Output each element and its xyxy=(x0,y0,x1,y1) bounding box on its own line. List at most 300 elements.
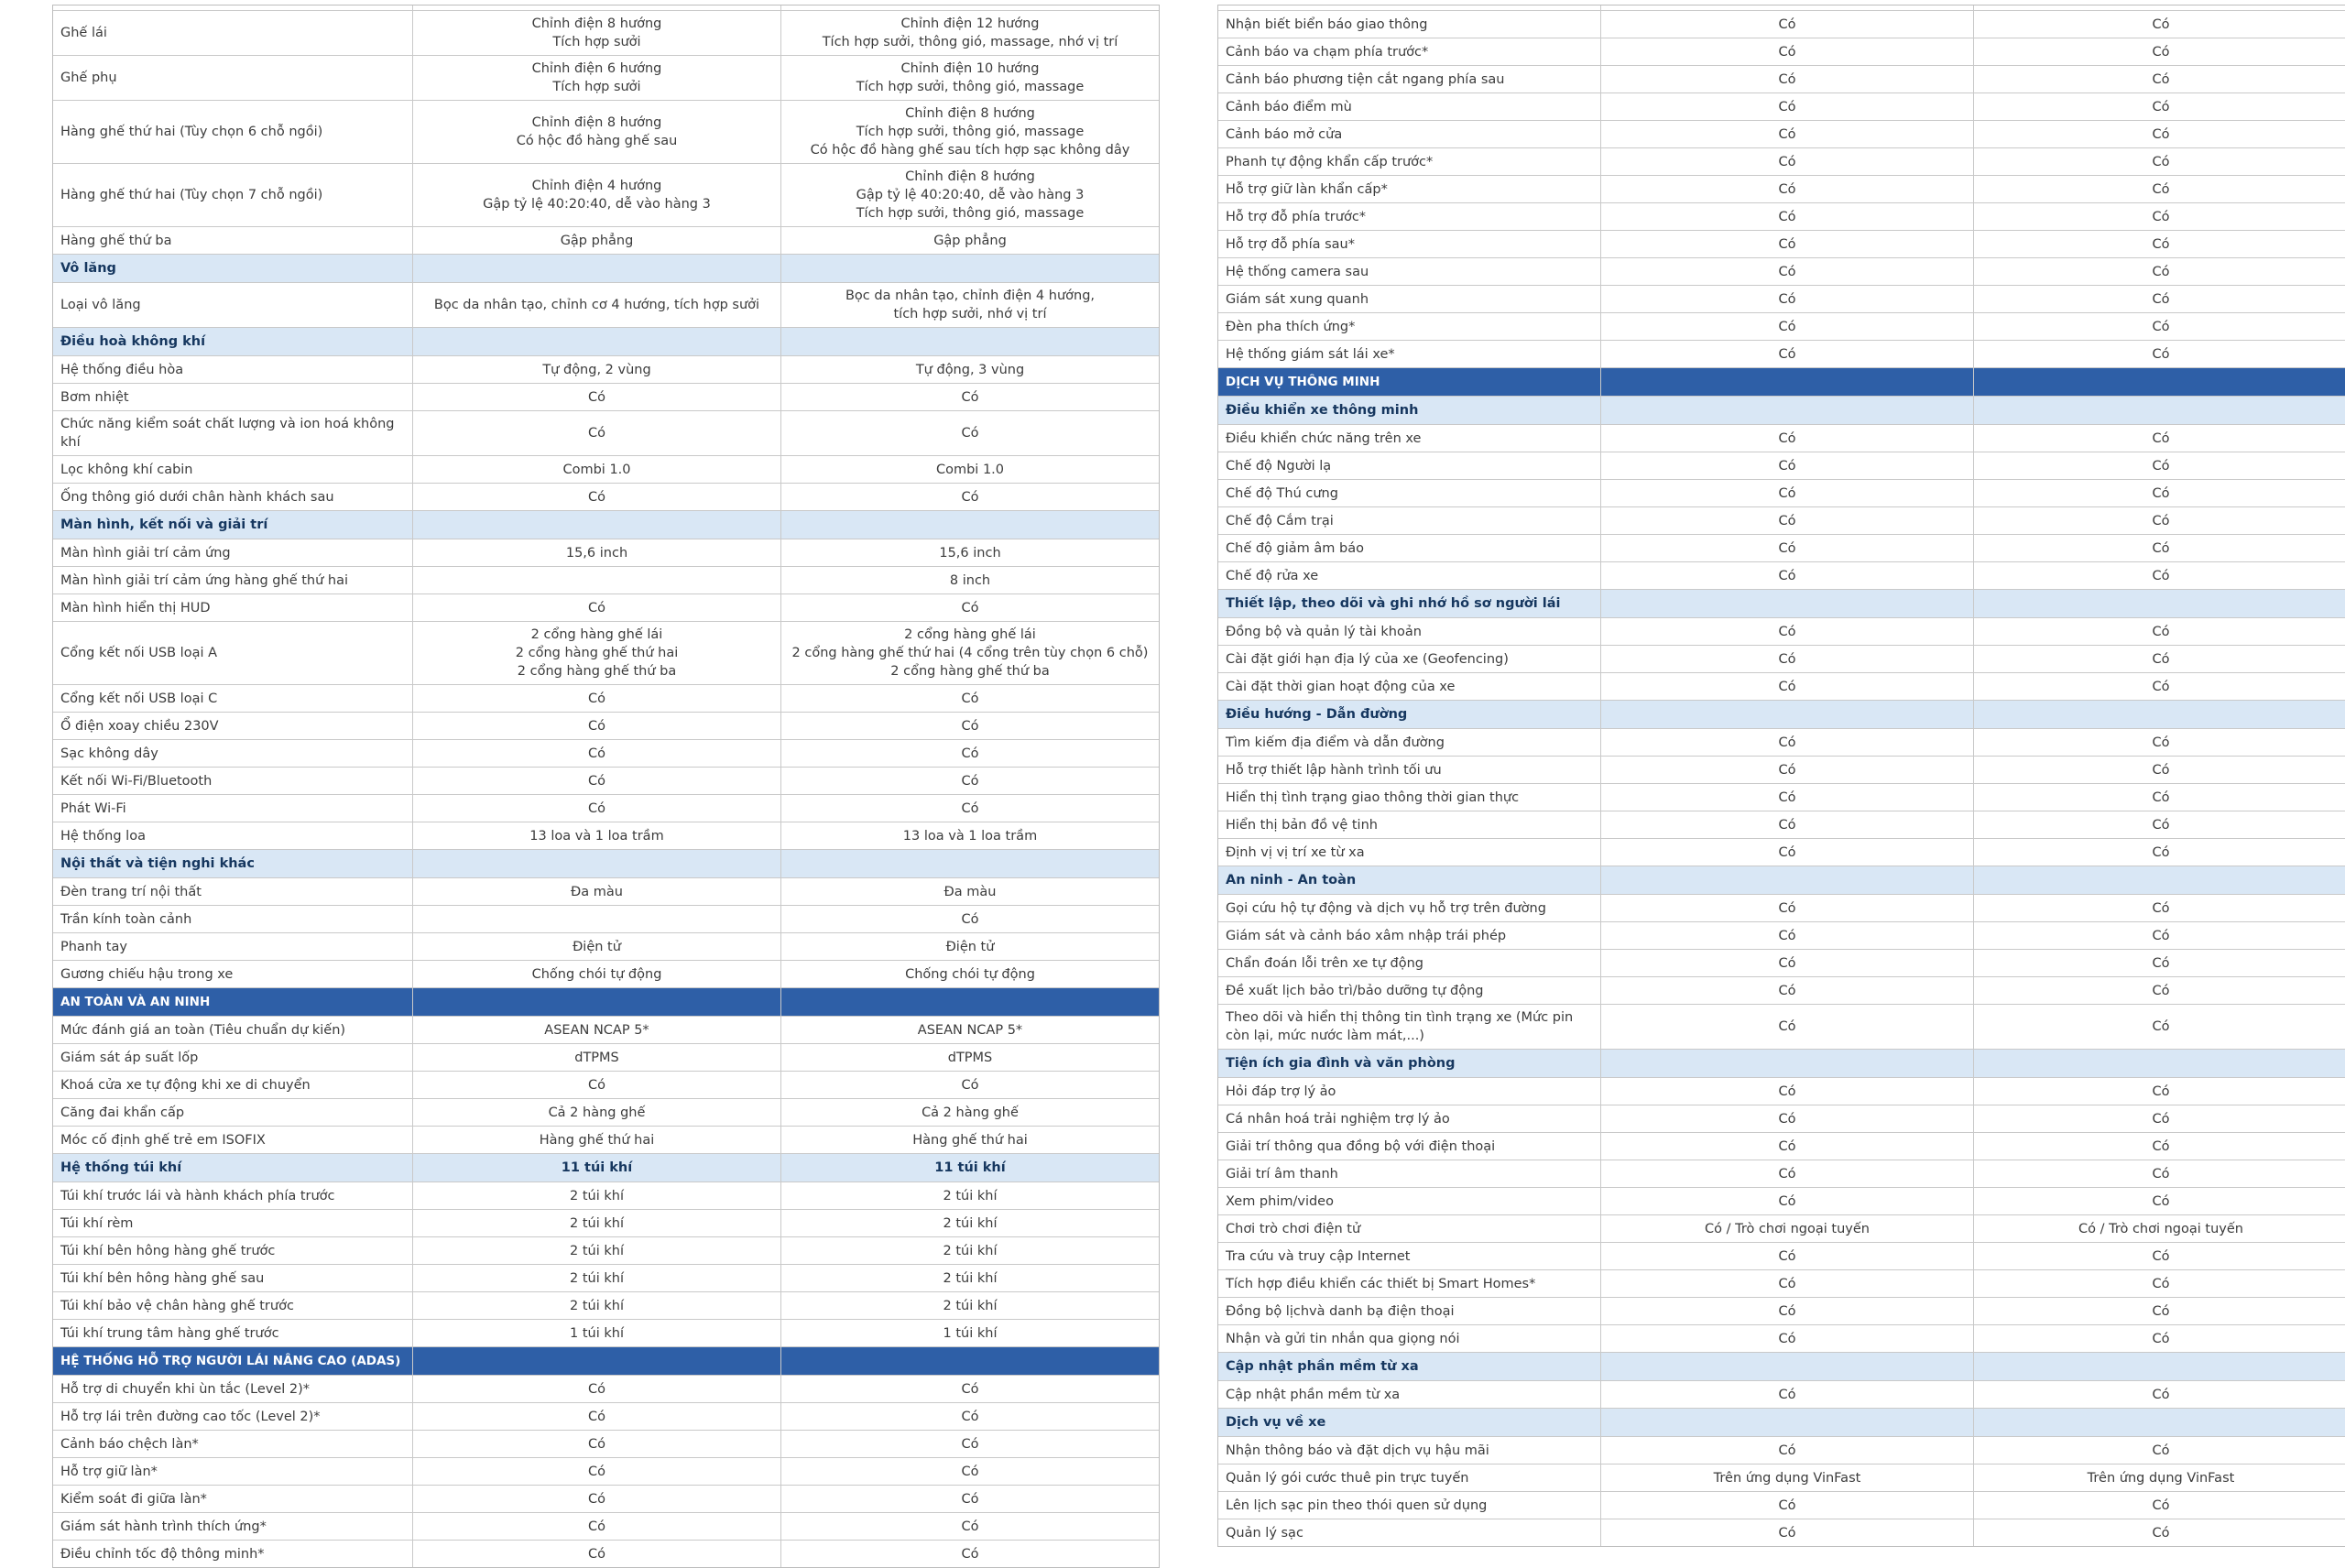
value-line: Có hộc đồ hàng ghế sau xyxy=(516,134,678,148)
table-row xyxy=(53,822,1159,850)
feature-name: Kiểm soát đi giữa làn* xyxy=(53,1486,413,1512)
value-line: Có xyxy=(2152,1387,2170,1402)
feature-value-col2 xyxy=(1974,922,2345,949)
value-line: Có xyxy=(2152,955,2170,971)
value-line: Có xyxy=(588,1381,605,1397)
value-line: 13 loa và 1 loa trầm xyxy=(529,828,664,844)
value-line: Có xyxy=(961,389,979,405)
table-row xyxy=(53,1072,1159,1099)
section-row-light xyxy=(1218,866,2345,895)
feature-name: Nhận và gửi tin nhắn qua giọng nói xyxy=(1218,1325,1601,1352)
feature-value-col2 xyxy=(781,1237,1159,1264)
value-line: Có xyxy=(961,600,979,615)
feature-value-col1 xyxy=(1601,673,1974,700)
feature-value-col2 xyxy=(1974,729,2345,756)
value-line: Gập tỷ lệ 40:20:40, dễ vào hàng 3 xyxy=(483,197,711,212)
feature-name: Nhận thông báo và đặt dịch vụ hậu mãi xyxy=(1218,1437,1601,1464)
value-line: Có xyxy=(588,718,605,734)
feature-value-col2 xyxy=(781,1127,1159,1153)
feature-value-col2 xyxy=(781,1017,1159,1043)
table-row xyxy=(53,1127,1159,1154)
feature-value-col1 xyxy=(413,961,781,987)
value-line: Có xyxy=(1778,928,1796,943)
feature-value-col1 xyxy=(1601,1050,1974,1077)
value-line: Có xyxy=(2152,1525,2170,1541)
feature-value-col1 xyxy=(1601,701,1974,728)
feature-name: Đèn pha thích ứng* xyxy=(1218,313,1601,340)
feature-value-col1 xyxy=(1601,1078,1974,1105)
feature-value-col1 xyxy=(413,1265,781,1291)
value-line: Có xyxy=(2152,762,2170,778)
feature-value-col2 xyxy=(1974,1437,2345,1464)
cutoff-cell xyxy=(1218,5,1601,10)
value-line: Tích hợp sưởi xyxy=(552,80,641,94)
value-line: Có xyxy=(961,1381,979,1397)
value-line: Có xyxy=(961,1409,979,1424)
feature-value-col2 xyxy=(1974,1465,2345,1491)
feature-name: Lên lịch sạc pin theo thói quen sử dụng xyxy=(1218,1492,1601,1519)
value-line: Có xyxy=(1778,1387,1796,1402)
feature-value-col1 xyxy=(413,567,781,593)
value-line: Có xyxy=(2152,1111,2170,1127)
table-row xyxy=(1218,839,2345,866)
table-row xyxy=(53,1099,1159,1127)
value-line: Có xyxy=(2152,513,2170,528)
cutoff-cell xyxy=(413,5,781,10)
table-row xyxy=(1218,1492,2345,1519)
section-row-light xyxy=(53,1154,1159,1182)
feature-value-col1 xyxy=(413,713,781,739)
table-row xyxy=(1218,922,2345,950)
table-row xyxy=(1218,1298,2345,1325)
section-row-dark xyxy=(53,988,1159,1017)
table-row xyxy=(53,456,1159,484)
feature-value-col2 xyxy=(1974,38,2345,65)
feature-value-col1 xyxy=(413,1017,781,1043)
section-title: Hệ thống túi khí xyxy=(53,1154,413,1181)
value-line: Có xyxy=(588,489,605,505)
section-row-light xyxy=(53,511,1159,539)
value-line: Có xyxy=(2152,844,2170,860)
feature-value-col1 xyxy=(1601,1270,1974,1297)
table-row xyxy=(53,622,1159,685)
feature-value-col2 xyxy=(1974,341,2345,367)
value-line: 2 cổng hàng ghế thứ ba xyxy=(890,664,1050,679)
value-line: Có xyxy=(1778,844,1796,860)
feature-name: Căng đai khẩn cấp xyxy=(53,1099,413,1126)
feature-value-col2 xyxy=(1974,811,2345,838)
feature-name: Điều chỉnh tốc độ thông minh* xyxy=(53,1541,413,1567)
table-row xyxy=(53,1486,1159,1513)
value-line: Có xyxy=(2152,928,2170,943)
value-line: Có xyxy=(961,691,979,706)
value-line: 2 cổng hàng ghế thứ hai (4 cổng trên tùy chọn 6 chỗ) xyxy=(791,646,1149,660)
table-row xyxy=(1218,1381,2345,1409)
table-row xyxy=(1218,673,2345,701)
table-row xyxy=(1218,1270,2345,1298)
feature-value-col2 xyxy=(1974,1519,2345,1546)
feature-value-col2 xyxy=(1974,452,2345,479)
feature-value-col1 xyxy=(413,1210,781,1236)
feature-name: Trần kính toàn cảnh xyxy=(53,906,413,932)
value-line: Chỉnh điện 6 hướng xyxy=(531,61,662,76)
feature-name: Chế độ Thú cưng xyxy=(1218,480,1601,506)
feature-name: Cảnh báo va chạm phía trước* xyxy=(1218,38,1601,65)
value-line: 2 túi khí xyxy=(570,1243,624,1258)
value-line: Có xyxy=(2152,264,2170,279)
feature-value-col1 xyxy=(413,227,781,254)
feature-value-col2 xyxy=(781,1044,1159,1071)
value-line: Có xyxy=(2152,319,2170,334)
value-line: Có xyxy=(2152,1497,2170,1513)
table-row xyxy=(1218,895,2345,922)
value-line: Điện tử xyxy=(573,939,621,954)
feature-value-col2 xyxy=(781,1486,1159,1512)
feature-value-col2 xyxy=(1974,93,2345,120)
feature-value-col1 xyxy=(413,1044,781,1071)
feature-value-col1 xyxy=(1601,1519,1974,1546)
section-title: Dịch vụ về xe xyxy=(1218,1409,1601,1436)
value-line: Có xyxy=(1778,1276,1796,1291)
feature-name: Chơi trò chơi điện tử xyxy=(1218,1215,1601,1242)
value-line: Có xyxy=(2152,1083,2170,1099)
value-line: Có xyxy=(588,1491,605,1507)
feature-name: Cài đặt giới hạn địa lý của xe (Geofencing) xyxy=(1218,646,1601,672)
feature-value-col1 xyxy=(413,822,781,849)
value-line: Có xyxy=(1778,458,1796,474)
feature-name: Quản lý sạc xyxy=(1218,1519,1601,1546)
feature-value-col2 xyxy=(1974,977,2345,1004)
feature-name: Túi khí rèm xyxy=(53,1210,413,1236)
cutoff-cell xyxy=(1974,5,2345,10)
section-title: AN TOÀN VÀ AN NINH xyxy=(53,988,413,1016)
table-row xyxy=(53,411,1159,456)
feature-value-col1 xyxy=(413,255,781,282)
feature-name: Hỗ trợ đỗ phía sau* xyxy=(1218,231,1601,257)
feature-value-col2 xyxy=(1974,618,2345,645)
feature-name: Hệ thống giám sát lái xe* xyxy=(1218,341,1601,367)
table-row xyxy=(1218,231,2345,258)
feature-value-col2 xyxy=(781,1154,1159,1181)
feature-value-col1 xyxy=(413,484,781,510)
table-row xyxy=(1218,562,2345,590)
feature-value-col1 xyxy=(1601,507,1974,534)
feature-value-col1 xyxy=(1601,1409,1974,1436)
feature-value-col2 xyxy=(781,511,1159,539)
table-row xyxy=(53,768,1159,795)
feature-value-col1 xyxy=(1601,452,1974,479)
feature-name: Giám sát áp suất lốp xyxy=(53,1044,413,1071)
feature-value-col1 xyxy=(1601,425,1974,452)
feature-value-col1 xyxy=(413,1320,781,1346)
feature-value-col2 xyxy=(1974,397,2345,424)
value-line: Có xyxy=(2152,1019,2170,1034)
section-row-light xyxy=(53,255,1159,283)
feature-value-col1 xyxy=(1601,646,1974,672)
table-row xyxy=(1218,313,2345,341)
feature-value-col1 xyxy=(413,356,781,383)
value-line: Có xyxy=(588,691,605,706)
section-row-light xyxy=(1218,590,2345,618)
value-line: Combi 1.0 xyxy=(562,462,631,477)
feature-value-col1 xyxy=(413,11,781,55)
section-title: Thiết lập, theo dõi và ghi nhớ hồ sơ người lái xyxy=(1218,590,1601,617)
value-line: Có xyxy=(961,426,979,441)
value-line: Có xyxy=(2152,1303,2170,1319)
feature-name: Lọc không khí cabin xyxy=(53,456,413,483)
feature-name: Kết nối Wi-Fi/Bluetooth xyxy=(53,768,413,794)
feature-value-col1 xyxy=(1601,203,1974,230)
value-line: Có xyxy=(1778,789,1796,805)
feature-value-col1 xyxy=(1601,950,1974,976)
value-line: 2 túi khí xyxy=(943,1270,998,1286)
value-line: Có xyxy=(2152,1276,2170,1291)
feature-name: Giám sát xung quanh xyxy=(1218,286,1601,312)
feature-name: Hàng ghế thứ ba xyxy=(53,227,413,254)
table-row xyxy=(53,1458,1159,1486)
feature-value-col2 xyxy=(781,1072,1159,1098)
table-row xyxy=(1218,1465,2345,1492)
feature-name: Tích hợp điều khiển các thiết bị Smart Homes* xyxy=(1218,1270,1601,1297)
feature-name: Cảnh báo mở cửa xyxy=(1218,121,1601,147)
value-line: Có xyxy=(2152,430,2170,446)
feature-value-col1 xyxy=(413,164,781,226)
feature-name: Hỗ trợ thiết lập hành trình tối ưu xyxy=(1218,757,1601,783)
feature-value-col1 xyxy=(413,933,781,960)
feature-value-col1 xyxy=(413,283,781,327)
value-line: Chỉnh điện 8 hướng xyxy=(531,115,662,130)
feature-value-col2 xyxy=(781,411,1159,455)
value-line: Chỉnh điện 12 hướng xyxy=(900,16,1040,31)
value-line: Có xyxy=(2152,983,2170,998)
table-row xyxy=(1218,618,2345,646)
section-row-dark xyxy=(1218,368,2345,397)
feature-value-col2 xyxy=(1974,176,2345,202)
feature-name: Phanh tự động khẩn cấp trước* xyxy=(1218,148,1601,175)
feature-value-col1 xyxy=(413,1292,781,1319)
value-line: ASEAN NCAP 5* xyxy=(544,1022,649,1038)
value-line: Có xyxy=(1778,568,1796,583)
value-line: Có xyxy=(2152,209,2170,224)
table-row xyxy=(53,1403,1159,1431)
value-line: 2 túi khí xyxy=(943,1215,998,1231)
feature-name: Gọi cứu hộ tự động và dịch vụ hỗ trợ trên đường xyxy=(1218,895,1601,921)
value-line: Bọc da nhân tạo, chỉnh cơ 4 hướng, tích hợp sưởi xyxy=(433,298,760,312)
feature-value-col2 xyxy=(781,456,1159,483)
feature-name: Hệ thống loa xyxy=(53,822,413,849)
table-row xyxy=(53,101,1159,164)
cutoff-cell xyxy=(1601,5,1974,10)
table-row xyxy=(53,227,1159,255)
value-line: Hàng ghế thứ hai xyxy=(912,1132,1028,1148)
value-line: Có xyxy=(2152,624,2170,639)
spec-table-right xyxy=(1217,5,2345,1547)
value-line: Chỉnh điện 4 hướng xyxy=(531,179,662,193)
feature-name: Chức năng kiểm soát chất lượng và ion hoá không khí xyxy=(53,411,413,455)
value-line: Có xyxy=(588,1546,605,1562)
feature-value-col2 xyxy=(1974,1353,2345,1380)
feature-value-col1 xyxy=(413,539,781,566)
value-line: Tích hợp sưởi, thông gió, massage xyxy=(856,80,1085,94)
feature-value-col1 xyxy=(1601,977,1974,1004)
value-line: Có xyxy=(2152,1138,2170,1154)
cutoff-cell xyxy=(781,5,1159,10)
value-line: Đa màu xyxy=(943,884,997,899)
value-line: Có xyxy=(1778,1331,1796,1346)
table-row xyxy=(53,713,1159,740)
value-line: Có xyxy=(2152,1193,2170,1209)
table-row xyxy=(53,384,1159,411)
value-line: Có xyxy=(1778,99,1796,114)
value-line: Có xyxy=(1778,1525,1796,1541)
section-title: HỆ THỐNG HỖ TRỢ NGƯỜI LÁI NÂNG CAO (ADAS) xyxy=(53,1347,413,1375)
value-line: Có xyxy=(588,800,605,816)
value-line: 2 túi khí xyxy=(570,1270,624,1286)
feature-value-col2 xyxy=(1974,368,2345,396)
value-line: Có / Trò chơi ngoại tuyến xyxy=(2078,1221,2243,1236)
table-row xyxy=(1218,93,2345,121)
table-row xyxy=(53,1431,1159,1458)
value-line: Chỉnh điện 8 hướng xyxy=(531,16,662,31)
value-line: Có xyxy=(2152,1248,2170,1264)
feature-name: Ghế lái xyxy=(53,11,413,55)
feature-value-col1 xyxy=(1601,618,1974,645)
section-title: Vô lăng xyxy=(53,255,413,282)
feature-name: Phát Wi-Fi xyxy=(53,795,413,822)
value-line: Có xyxy=(1778,955,1796,971)
value-line: Có xyxy=(588,1409,605,1424)
value-line: Có xyxy=(1778,1111,1796,1127)
table-row xyxy=(53,1237,1159,1265)
value-line: Có xyxy=(2152,16,2170,32)
table-row xyxy=(53,740,1159,768)
feature-name: Ổ điện xoay chiều 230V xyxy=(53,713,413,739)
table-row xyxy=(53,795,1159,822)
feature-value-col1 xyxy=(413,1513,781,1540)
feature-name: Tra cứu và truy cập Internet xyxy=(1218,1243,1601,1269)
feature-value-col1 xyxy=(1601,1188,1974,1214)
feature-value-col2 xyxy=(1974,895,2345,921)
feature-value-col2 xyxy=(781,988,1159,1016)
value-line: Có xyxy=(1778,1303,1796,1319)
table-row xyxy=(53,11,1159,56)
value-line: Có xyxy=(1778,1138,1796,1154)
feature-name: Xem phim/video xyxy=(1218,1188,1601,1214)
table-row xyxy=(53,1017,1159,1044)
value-line: Có xyxy=(961,1436,979,1452)
value-line: 2 cổng hàng ghế thứ ba xyxy=(517,664,677,679)
feature-value-col1 xyxy=(413,1376,781,1402)
section-title: Cập nhật phần mềm từ xa xyxy=(1218,1353,1601,1380)
feature-value-col1 xyxy=(413,1072,781,1098)
feature-value-col1 xyxy=(1601,729,1974,756)
feature-value-col2 xyxy=(1974,1270,2345,1297)
feature-value-col1 xyxy=(1601,1492,1974,1519)
feature-name: Màn hình giải trí cảm ứng hàng ghế thứ hai xyxy=(53,567,413,593)
value-line: Có xyxy=(588,773,605,789)
value-line: Có xyxy=(1778,181,1796,197)
table-row xyxy=(53,594,1159,622)
value-line: Có xyxy=(961,800,979,816)
feature-value-col2 xyxy=(781,850,1159,877)
value-line: Tự động, 3 vùng xyxy=(915,362,1025,377)
value-line: Có xyxy=(961,1491,979,1507)
value-line: Đa màu xyxy=(571,884,623,899)
feature-value-col2 xyxy=(1974,1105,2345,1132)
table-row xyxy=(1218,977,2345,1005)
feature-name: Quản lý gói cước thuê pin trực tuyến xyxy=(1218,1465,1601,1491)
value-line: Trên ứng dụng VinFast xyxy=(2087,1470,2235,1486)
feature-name: Chế độ giảm âm báo xyxy=(1218,535,1601,561)
feature-value-col1 xyxy=(1601,286,1974,312)
feature-value-col2 xyxy=(781,1320,1159,1346)
table-row xyxy=(1218,452,2345,480)
value-line: tích hợp sưởi, nhớ vị trí xyxy=(893,307,1047,321)
value-line: Có xyxy=(961,1464,979,1479)
value-line: Có xyxy=(588,1464,605,1479)
feature-value-col2 xyxy=(781,1403,1159,1430)
table-row xyxy=(1218,1243,2345,1270)
table-row xyxy=(1218,148,2345,176)
value-line: Có xyxy=(1778,735,1796,750)
feature-name: Chẩn đoán lỗi trên xe tự động xyxy=(1218,950,1601,976)
section-title: Màn hình, kết nối và giải trí xyxy=(53,511,413,539)
feature-name: Màn hình hiển thị HUD xyxy=(53,594,413,621)
feature-value-col2 xyxy=(781,740,1159,767)
table-row xyxy=(1218,1133,2345,1160)
section-title: An ninh - An toàn xyxy=(1218,866,1601,894)
feature-value-col2 xyxy=(1974,757,2345,783)
table-row xyxy=(1218,176,2345,203)
value-line: Có xyxy=(1778,209,1796,224)
feature-value-col1 xyxy=(1601,757,1974,783)
section-row-light xyxy=(1218,397,2345,425)
feature-value-col2 xyxy=(781,255,1159,282)
table-row xyxy=(1218,1105,2345,1133)
value-line: Có xyxy=(961,773,979,789)
feature-name: Tìm kiếm địa điểm và dẫn đường xyxy=(1218,729,1601,756)
feature-value-col1 xyxy=(413,56,781,100)
feature-value-col2 xyxy=(781,1292,1159,1319)
feature-value-col1 xyxy=(413,1431,781,1457)
value-line: Có xyxy=(2152,1331,2170,1346)
feature-name: Cài đặt thời gian hoạt động của xe xyxy=(1218,673,1601,700)
table-row xyxy=(1218,66,2345,93)
feature-value-col2 xyxy=(1974,286,2345,312)
feature-name: Hỗ trợ lái trên đường cao tốc (Level 2)* xyxy=(53,1403,413,1430)
feature-name: Loại vô lăng xyxy=(53,283,413,327)
section-row-light xyxy=(1218,1409,2345,1437)
value-line: 2 túi khí xyxy=(943,1243,998,1258)
value-line: 1 túi khí xyxy=(943,1325,998,1341)
table-row xyxy=(53,906,1159,933)
feature-value-col1 xyxy=(413,906,781,932)
value-line: Có xyxy=(961,489,979,505)
value-line: Có xyxy=(1778,71,1796,87)
feature-value-col2 xyxy=(1974,480,2345,506)
feature-value-col1 xyxy=(413,1099,781,1126)
value-line: Có xyxy=(588,1436,605,1452)
feature-name: Chế độ Người lạ xyxy=(1218,452,1601,479)
feature-value-col2 xyxy=(781,961,1159,987)
feature-value-col1 xyxy=(1601,148,1974,175)
feature-value-col1 xyxy=(1601,176,1974,202)
feature-value-col1 xyxy=(413,740,781,767)
feature-value-col1 xyxy=(1601,38,1974,65)
feature-value-col2 xyxy=(781,227,1159,254)
feature-value-col1 xyxy=(1601,784,1974,811)
feature-name: Giám sát và cảnh báo xâm nhập trái phép xyxy=(1218,922,1601,949)
